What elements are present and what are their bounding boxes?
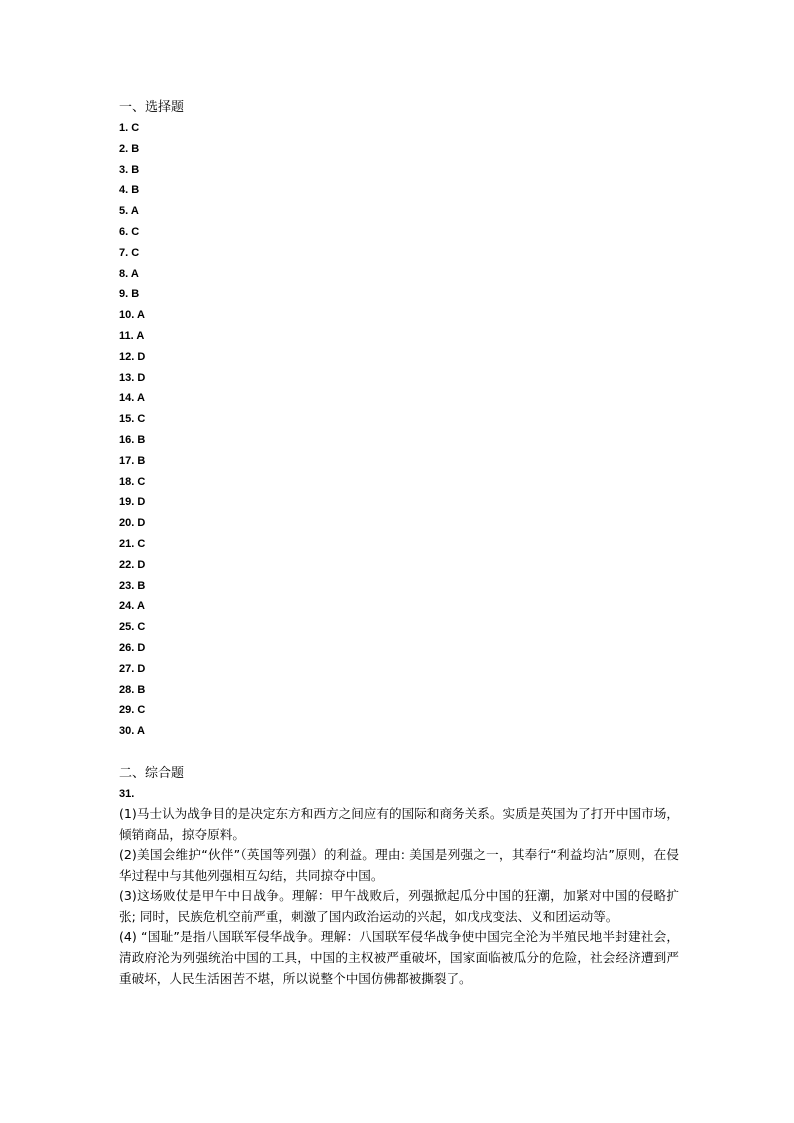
answer-item: 16. B <box>119 433 146 446</box>
answer-item: 29. C <box>119 704 146 717</box>
section-title-comprehensive: 二、综合题 <box>119 765 185 781</box>
answer-paragraph-1: (1)马士认为战争目的是决定东方和西方之间应有的国际和商务关系。实质是英国为了打开中国市场，倾销商品，掠夺原料。 <box>119 805 679 842</box>
answer-paragraph-2: (2)美国会维护“伙伴”（英国等列强）的利益。理由: 美国是列强之一，其奉行“利益均沾”原则，在侵华过程中与其他列强相互勾结，共同掠夺中国。 <box>119 847 679 883</box>
answer-item: 21. C <box>119 537 146 550</box>
answer-item: 2. B <box>119 142 140 155</box>
answer-item: 19. D <box>119 496 146 509</box>
answer-item: 18. C <box>119 475 146 488</box>
answer-item: 5. A <box>119 205 139 218</box>
answer-item: 17. B <box>119 454 146 467</box>
answer-item: 20. D <box>119 517 146 530</box>
answer-item: 10. A <box>119 309 145 322</box>
section-title-multiple-choice: 一、选择题 <box>119 100 185 115</box>
answer-item: 12. D <box>119 350 146 363</box>
answer-item: 30. A <box>119 725 145 738</box>
section-gap <box>119 742 679 764</box>
answer-item: 4. B <box>119 184 140 197</box>
answer-item: 13. D <box>119 371 146 384</box>
answer-paragraph-3: (3)这场败仗是甲午中日战争。理解：甲午战败后，列强掀起瓜分中国的狂潮，加紧对中国的侵略扩张; 同时，民族危机空前严重，刺激了国内政治运动的兴起，如戊戌变法、义和团运动等。 <box>119 888 679 924</box>
answer-item: 15. C <box>119 413 146 426</box>
answer-item: 7. C <box>119 246 140 259</box>
question-number: 31. <box>119 787 135 800</box>
answer-item: 22. D <box>119 558 146 571</box>
answer-item: 26. D <box>119 641 146 654</box>
answer-item: 8. A <box>119 267 139 280</box>
answer-item: 24. A <box>119 600 145 613</box>
answer-item: 1. C <box>119 122 140 134</box>
answer-list <box>119 118 679 742</box>
answer-item: 14. A <box>119 392 145 405</box>
answer-document <box>119 98 679 989</box>
answer-item: 25. C <box>119 621 146 634</box>
answer-item: 6. C <box>119 225 140 238</box>
answer-item: 3. B <box>119 163 140 176</box>
answer-item: 11. A <box>119 329 145 342</box>
answer-item: 9. B <box>119 288 140 301</box>
answer-item: 28. B <box>119 683 146 696</box>
answer-item: 23. B <box>119 579 146 592</box>
answer-item: 27. D <box>119 662 146 675</box>
answer-paragraph-4: (4) “国耻”是指八国联军侵华战争。理解：八国联军侵华战争使中国完全沦为半殖民地半封建社会，清政府沦为列强统治中国的工具，中国的主权被严重破坏，国家面临被瓜分的危险，社会经济遭到严重破坏，人民生活困苦不堪，所以说整个中国仿佛都被撕裂了。 <box>119 929 679 986</box>
